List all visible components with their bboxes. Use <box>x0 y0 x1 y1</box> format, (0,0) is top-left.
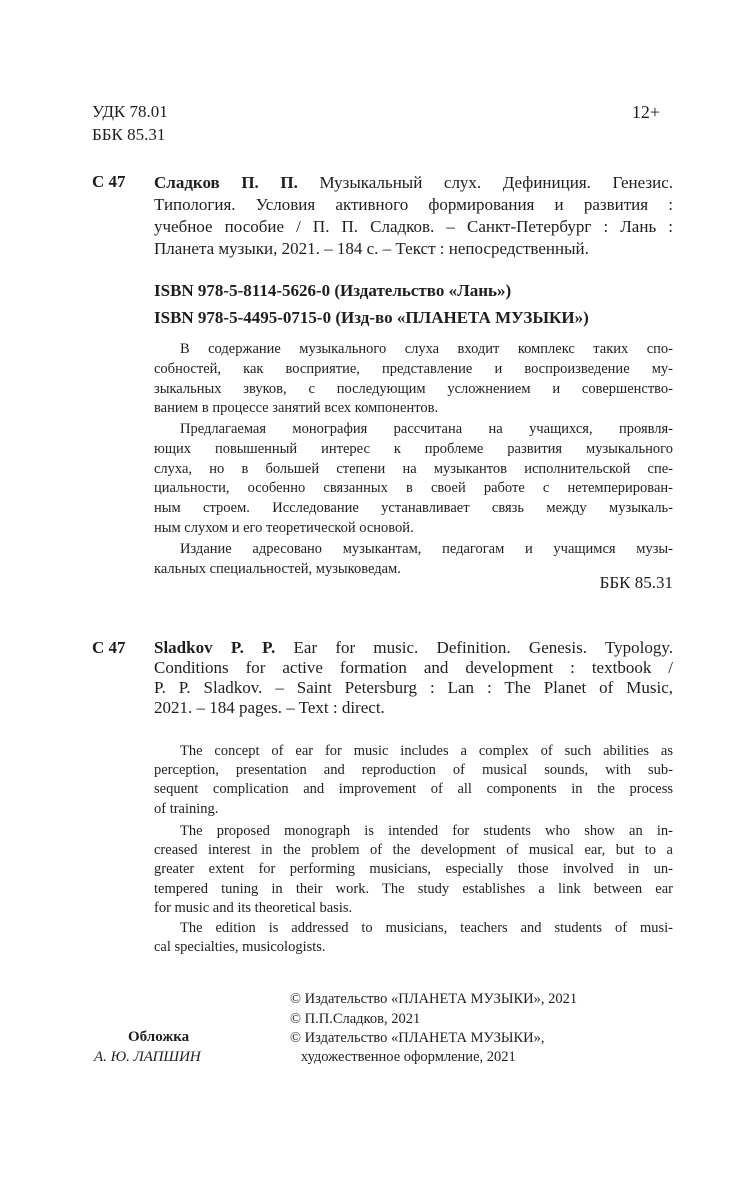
biblio-line: Типология. Условия активного формирования и развития : <box>154 195 673 214</box>
abstract-line: greater extent for performing musicians, especially those involved in un- <box>154 861 673 878</box>
biblio-line <box>154 638 673 658</box>
abstract-line: ным строем. Исследование устанавливает связь между музыкаль- <box>154 500 673 517</box>
author-name: Сладков П. П. <box>154 173 298 192</box>
biblio-line: P. P. Sladkov. – Saint Petersburg : Lan : The Planet of Music, <box>154 678 673 697</box>
biblio-line: 2021. – 184 pages. – Text : direct. <box>154 698 385 717</box>
abstract-line: The proposed monograph is intended for students who show an in- <box>180 823 673 839</box>
age-rating: 12+ <box>631 102 660 122</box>
abstract-line: кальных специальностей, музыковедам. <box>154 560 401 577</box>
copyright-design-note: художественное оформление, 2021 <box>290 1049 516 1065</box>
biblio-line: Планета музыки, 2021. – 184 с. – Текст : непосредственный. <box>154 239 589 258</box>
abstract-line: ным слухом и его теоретической основой. <box>154 520 414 536</box>
abstract-line: tempered tuning in their work. The study establishes a link between ear <box>154 880 673 897</box>
udk-code: УДК 78.01 <box>92 102 168 121</box>
cover-label: Обложка <box>128 1029 190 1045</box>
isbn-lan: ISBN 978-5-8114-5626-0 (Издательство «Лань») <box>154 281 512 300</box>
abstract-line: creased interest in the problem of the development of musical ear, but to a <box>154 842 673 859</box>
abstract-line: cal specialties, musicologists. <box>154 939 326 956</box>
en-author-code: С 47 <box>92 638 126 657</box>
abstract-line: зыкальных звуков, с последующим усложнением и совершенство- <box>154 380 673 397</box>
abstract-line: ющих повышенный интерес к проблеме развития музыкального <box>154 440 673 457</box>
ru-author-code: С 47 <box>92 172 126 191</box>
abstract-line: В содержание музыкального слуха входит комплекс таких спо- <box>180 341 673 357</box>
isbn-planeta: ISBN 978-5-4495-0715-0 (Изд-во «ПЛАНЕТА МУЗЫКИ») <box>154 308 589 327</box>
abstract-line: The concept of ear for music includes a complex of such abilities as <box>180 743 673 759</box>
biblio-title-text: Ear for music. Definition. Genesis. Typology. <box>293 638 674 657</box>
biblio-line: учебное пособие / П. П. Сладков. – Санкт-Петербург : Лань : <box>154 217 673 236</box>
abstract-line: of training. <box>154 800 219 817</box>
abstract-line: The edition is addressed to musicians, teachers and students of musi- <box>180 920 673 936</box>
abstract-line: for music and its theoretical basis. <box>154 899 353 916</box>
biblio-title-text: Музыкальный слух. Дефиниция. Генезис. <box>319 173 673 192</box>
ru-bbk-code: ББК 85.31 <box>599 573 673 592</box>
copyright-publisher: © Издательство «ПЛАНЕТА МУЗЫКИ», 2021 <box>290 991 578 1007</box>
abstract-line: ванием в процессе занятий всех компонентов. <box>154 400 439 417</box>
copyright-design: © Издательство «ПЛАНЕТА МУЗЫКИ», <box>290 1030 545 1046</box>
biblio-line: Conditions for active formation and development : textbook / <box>154 658 673 677</box>
abstract-line: слуха, но в большей степени на музыкантов исполнительской спе- <box>154 460 673 477</box>
author-name: Sladkov P. P. <box>154 638 276 657</box>
abstract-line: perception, presentation and reproduction of musical sounds, with sub- <box>154 762 673 779</box>
abstract-line: Издание адресовано музыкантам, педагогам и учащимся музы- <box>180 541 673 557</box>
cover-artist: А. Ю. ЛАПШИН <box>94 1049 201 1065</box>
abstract-line: собностей, как восприятие, представление и воспроизведение му- <box>154 360 673 377</box>
biblio-line <box>154 172 673 194</box>
bbk-code: ББК 85.31 <box>92 125 166 144</box>
abstract-line: Предлагаемая монография рассчитана на учащихся, проявля- <box>180 421 673 437</box>
abstract-line: sequent complication and improvement of all components in the process <box>154 781 673 798</box>
abstract-line: циальности, особенно связанных в своей работе с нетемперирован- <box>154 480 673 497</box>
copyright-author: © П.П.Сладков, 2021 <box>290 1011 421 1027</box>
